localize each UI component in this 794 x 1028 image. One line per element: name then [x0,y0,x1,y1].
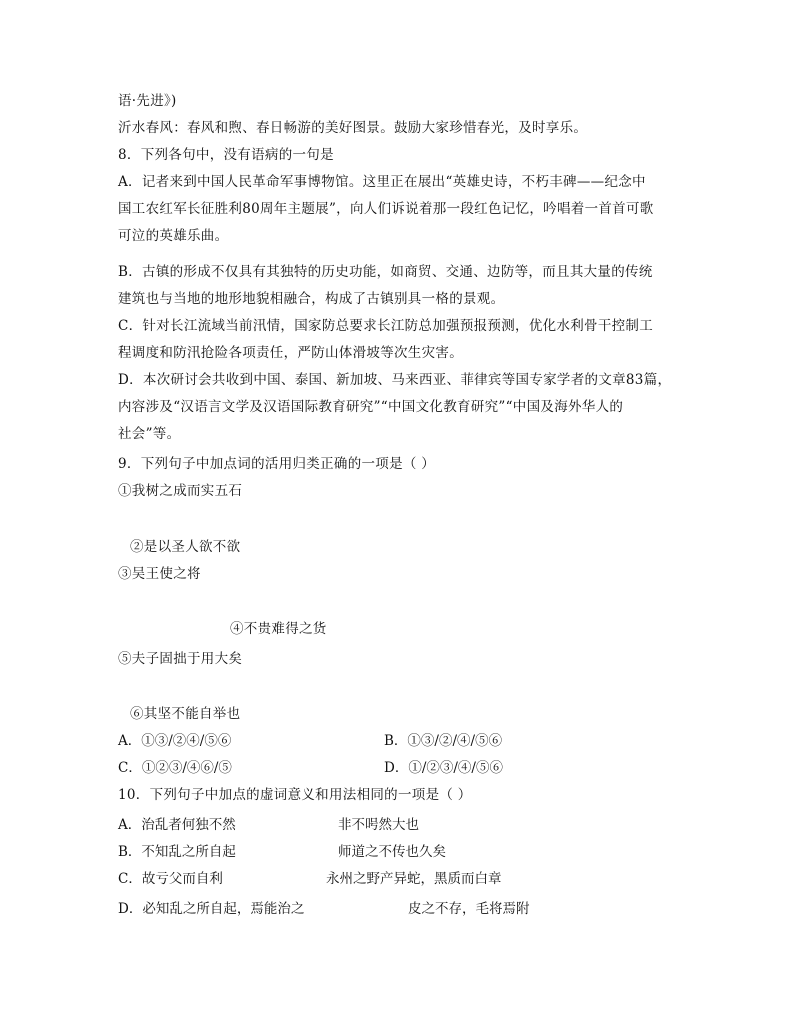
question-10-option-b-right: 师道之不传也久矣 [338,844,446,860]
question-8-option-c-line-2: 程调度和防汛抢险各项责任，严防山体滑坡等次生灾害。 [118,345,463,361]
question-9-stem: 9．下列句子中加点词的活用归类正确的一项是（ ） [118,456,436,472]
question-10-option-c-right: 永州之野产异蛇，黑质而白章 [326,871,502,887]
question-10-option-c-left: C．故亏父而自利 [118,871,223,887]
question-8-option-b-line-2: 建筑也与当地的地形地貌相融合，构成了古镇别具一格的景观。 [118,291,505,307]
question-9-option-a: A．①③/②④/⑤⑥ [118,733,232,749]
question-10-option-a-left: A．治乱者何独不然 [118,817,236,833]
question-10-option-d-right: 皮之不存，毛将焉附 [408,901,530,917]
question-8-option-d-line-3: 社会”等。 [118,426,181,442]
question-9-item-4: ④不贵难得之货 [230,621,327,637]
question-9-item-6: ⑥其坚不能自举也 [130,706,241,722]
question-8-option-a-line-2: 国工农红军长征胜利80周年主题展”，向人们诉说着那一段红色记忆，吟唱着一首首可歌 [118,201,654,217]
question-9-option-d: D．①/②③/④/⑤⑥ [384,760,503,776]
question-10-stem: 10．下列句子中加点的虚词意义和用法相同的一项是（ ） [118,787,472,803]
question-9-item-5: ⑤夫子固拙于用大矣 [118,651,243,667]
question-9-item-3: ③吴王使之将 [118,566,201,582]
question-8-option-d-line-2: 内容涉及“汉语言文学及汉语国际教育研究”“中国文化教育研究”“中国及海外华人的 [118,399,624,415]
question-8-stem: 8．下列各句中，没有语病的一句是 [118,147,334,163]
question-8-option-d-line-1: D．本次研讨会共收到中国、泰国、新加坡、马来西亚、菲律宾等国专家学者的文章83篇， [118,372,672,388]
question-10-option-a-right: 非不呺然大也 [338,817,419,833]
question-8-option-b-line-1: B．古镇的形成不仅具有其独特的历史功能，如商贸、交通、边防等，而且其大量的传统 [118,264,653,280]
question-10-option-d-left: D．必知乱之所自起，焉能治之 [118,901,305,917]
question-9-option-b: B．①③/②/④/⑤⑥ [384,733,503,749]
intro-line-1: 语·先进》) [118,93,177,109]
question-10-option-b-left: B．不知乱之所自起 [118,844,236,860]
question-9-item-2: ②是以圣人欲不欲 [130,539,241,555]
question-9-item-1: ①我树之成而实五石 [118,483,243,499]
question-8-option-a-line-3: 可泣的英雄乐曲。 [118,228,229,244]
question-9-option-c: C．①②③/④⑥/⑤ [118,760,232,776]
question-8-option-a-line-1: A．记者来到中国人民革命军事博物馆。这里正在展出“英雄史诗，不朽丰碑——纪念中 [118,174,646,190]
intro-line-2: 沂水春风：春风和煦、春日畅游的美好图景。鼓励大家珍惜春光，及时享乐。 [118,120,588,136]
question-8-option-c-line-1: C．针对长江流域当前汛情，国家防总要求长江防总加强预报预测，优化水利骨干控制工 [118,318,654,334]
